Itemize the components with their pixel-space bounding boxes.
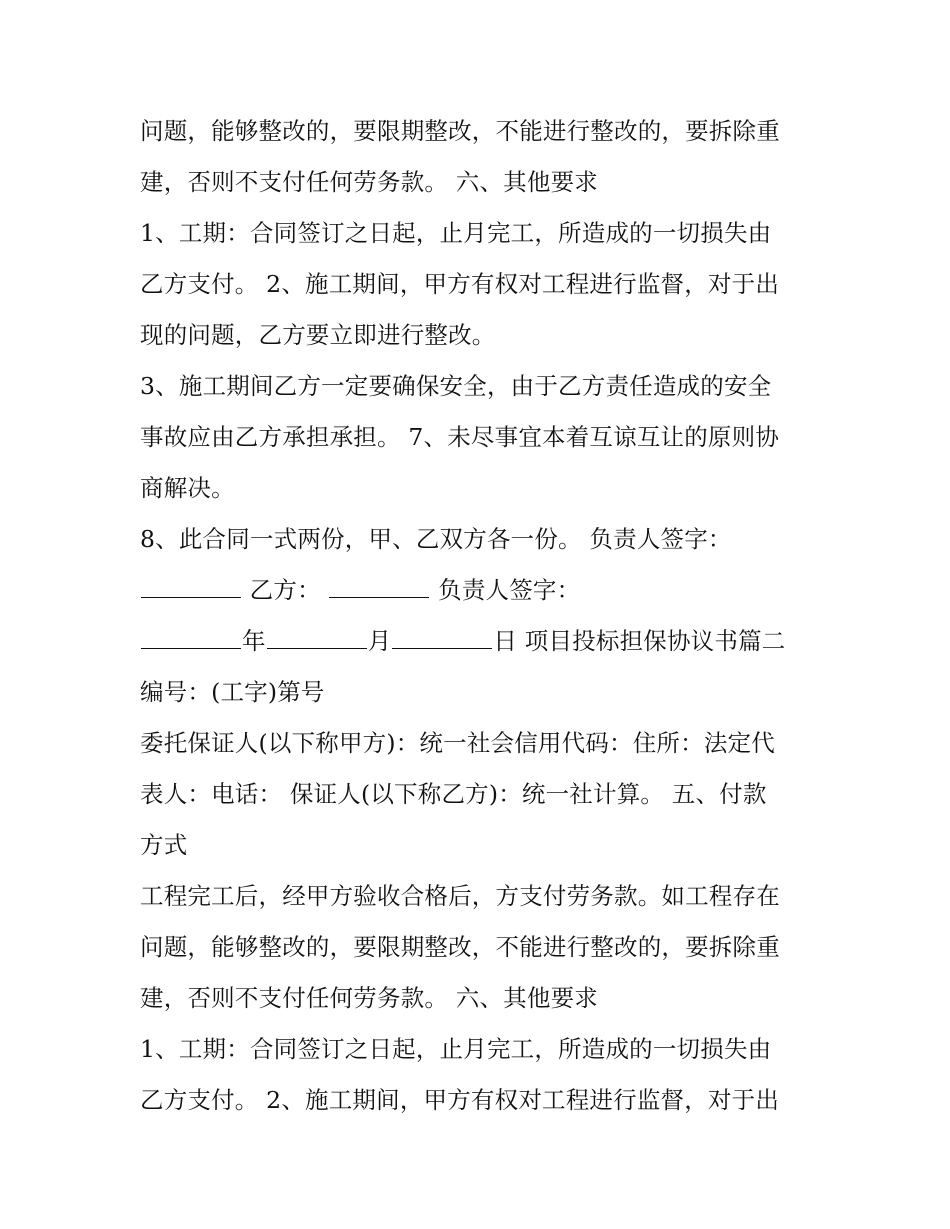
text-line: 商解决。 bbox=[140, 474, 235, 502]
text-line: 8、此合同一式两份，甲、乙双方各一份。 负责人签字： bbox=[140, 525, 732, 553]
day-label: 日 bbox=[493, 627, 518, 655]
text-line: 问题，能够整改的，要限期整改，不能进行整改的，要拆除重 bbox=[140, 933, 780, 961]
text-line: 事故应由乙方承担承担。 7、未尽事宜本着互谅互让的原则协 bbox=[140, 423, 780, 451]
text-line: 建，否则不支付任何劳务款。 六、其他要求 bbox=[140, 168, 598, 196]
month-blank bbox=[267, 628, 367, 649]
day-blank bbox=[392, 628, 492, 649]
year-blank bbox=[141, 628, 241, 649]
month-label: 月 bbox=[367, 627, 392, 655]
text-line: 委托保证人(以下称甲方)：统一社会信用代码：住所：法定代 bbox=[140, 729, 775, 757]
text-line: 工程完工后，经甲方验收合格后，方支付劳务款。如工程存在 bbox=[140, 882, 780, 910]
text-line: 建，否则不支付任何劳务款。 六、其他要求 bbox=[140, 984, 598, 1012]
text-line: 编号：(工字)第号 bbox=[140, 678, 325, 706]
document-body bbox=[140, 106, 830, 1126]
text-line: 问题，能够整改的，要限期整改，不能进行整改的，要拆除重 bbox=[140, 117, 780, 145]
text-line: 现的问题，乙方要立即进行整改。 bbox=[140, 321, 496, 349]
signature-blank bbox=[329, 577, 429, 598]
text-line: 表人：电话： 保证人(以下称乙方)：统一社计算。 五、付款 bbox=[140, 780, 767, 808]
section-heading: 项目投标担保协议书篇二 bbox=[524, 627, 786, 655]
text-line: 1、工期：合同签订之日起，止月完工，所造成的一切损失由 bbox=[140, 219, 772, 247]
text-line: 3、施工期间乙方一定要确保安全，由于乙方责任造成的安全 bbox=[140, 372, 772, 400]
text-line: 1、工期：合同签订之日起，止月完工，所造成的一切损失由 bbox=[140, 1035, 772, 1063]
signer-label: 负责人签字： bbox=[438, 576, 581, 604]
signature-line bbox=[140, 565, 830, 616]
text-line: 方式 bbox=[140, 831, 188, 859]
text-line: 乙方支付。 2、施工期间，甲方有权对工程进行监督，对于出 bbox=[140, 1086, 780, 1114]
date-line bbox=[140, 616, 830, 667]
year-label: 年 bbox=[242, 627, 266, 655]
party-b-label: 乙方： bbox=[249, 576, 321, 604]
text-line: 乙方支付。 2、施工期间，甲方有权对工程进行监督，对于出 bbox=[140, 270, 780, 298]
signature-blank bbox=[141, 577, 241, 598]
